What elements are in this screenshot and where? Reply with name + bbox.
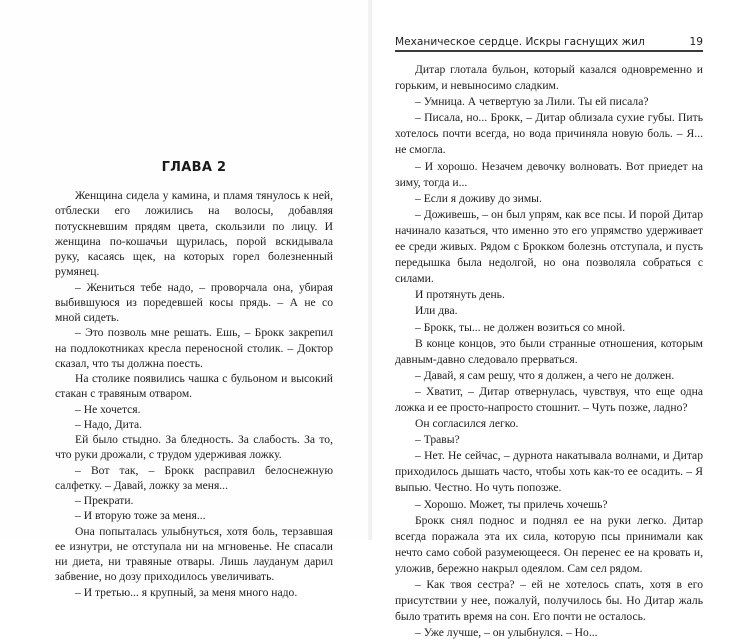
chapter-title: ГЛАВА 2 xyxy=(161,160,227,175)
running-header xyxy=(395,32,703,48)
paragraph: – Если я доживу до зимы. xyxy=(415,191,542,205)
paragraph: – Писала, но... Брокк, – Дитар облизала сухие губы. Пить хотелось почти всегда, но вода причиняла новую боль. – Я... не смогла. xyxy=(395,111,703,157)
paragraph: – И вторую тоже за меня... xyxy=(75,509,206,523)
paragraph: – Это позволь мне решать. Ешь, – Брокк закрепил на подлокотниках кресла переносной столик. – Доктор сказал, что ты должна поесть. xyxy=(55,326,333,370)
paragraph: Или два. xyxy=(415,304,458,318)
paragraph: Он согласился легко. xyxy=(415,417,519,431)
paragraph: Она попыталась улыбнуться, хотя боль, терзавшая ее изнутри, не отступала ни на мгновенье. Не спасали ни диета, ни травяные отвары. Лишь лауданум дарил забвение, но дозу приходилось увеличивать. xyxy=(55,524,333,584)
paragraph: – И третью... я крупный, за меня много надо. xyxy=(75,585,298,599)
paragraph: И протянуть день. xyxy=(415,288,505,302)
paragraph: – Как твоя сестра? – ей не хотелось спать, хотя в его присутствии у нее, пожалуй, получилось бы. Но Дитар жаль было тратить время на сон. Его почти не осталось. xyxy=(395,578,703,624)
left-page-body xyxy=(55,188,333,600)
paragraph: – Доживешь, – он был упрям, как все псы. И порой Дитар начинало казаться, что именно это его упрямство удерживает ее среди живых. Рядом с Брокком болезнь отступала, и пусть передышка была недолгой, но она позволяла собраться с силами. xyxy=(395,207,703,286)
paragraph: – Давай, я сам решу, что я должен, а чего не должен. xyxy=(415,368,675,382)
header-rule xyxy=(395,50,703,52)
paragraph: Брокк снял поднос и поднял ее на руки легко. Дитар всегда поражала эта их сила, которую псы принимали как нечто само собой разумеющееся. Он перенес ее на кровать и, уложив, бережно накрыл одеялом. Сам сел рядом. xyxy=(395,513,703,575)
paragraph: – Прекрати. xyxy=(75,494,134,507)
paragraph: В конце концов, это были странные отношения, которым давным-давно следовало прерваться. xyxy=(395,336,703,366)
paragraph: – Вот так, – Брокк расправил белоснежную салфетку. – Давай, ложку за меня... xyxy=(55,463,333,492)
paragraph: – Хорошо. Может, ты прилечь хочешь? xyxy=(415,497,608,511)
paragraph: – Не хочется. xyxy=(75,402,141,416)
paragraph: – И хорошо. Незачем девочку волновать. Вот приедет на зиму, тогда и... xyxy=(395,159,703,189)
paragraph: – Травы? xyxy=(415,433,460,447)
left-page xyxy=(0,0,371,599)
paragraph: Женщина сидела у камина, и пламя тянулось к ней, отблески его ложились на волосы, добавляя потускневшим прядям цвета, скользили по лицу. И женщина по-кошачьи щурилась, порой вскидывала руку, касаясь щек, на которых горел болезненный румянец. xyxy=(55,189,333,279)
paragraph: – Жениться тебе надо, – проворчала она, убирая выбившуюся из поредевшей косы прядь. – А не со мной сидеть. xyxy=(55,280,333,324)
paragraph: – Умница. А четвертую за Лили. Ты ей писала? xyxy=(415,95,649,109)
paragraph: На столике появились чашка с бульоном и высокий стакан с травяным отваром. xyxy=(55,372,333,401)
running-title: Механическое сердце. Искры гаснущих жил xyxy=(395,36,645,48)
right-page-body xyxy=(395,62,703,641)
paragraph: – Уже лучше, – он улыбнулся. – Но... xyxy=(415,626,598,640)
page-number: 19 xyxy=(689,36,703,48)
paragraph: – Нет. Не сейчас, – дурнота накатывала волнами, и Дитар приходилось дышать часто, чтобы хоть как-то ее осадить. – Я выпью. Честно. Но чуть попозже. xyxy=(395,449,703,495)
paragraph: – Брокк, ты... не должен возиться со мной. xyxy=(415,320,626,334)
paragraph: Ей было стыдно. За бледность. За слабость. За то, что руки дрожали, с трудом удерживая ложку. xyxy=(55,433,333,462)
paragraph: – Надо, Дита. xyxy=(75,417,143,431)
paragraph: Дитар глотала бульон, который казался одновременно и горьким, и невыносимо сладким. xyxy=(395,63,703,93)
paragraph: – Хватит, – Дитар отвернулась, чувствуя, что еще одна ложка и ее просто-напросто стошнит. – Чуть позже, ладно? xyxy=(395,384,703,414)
